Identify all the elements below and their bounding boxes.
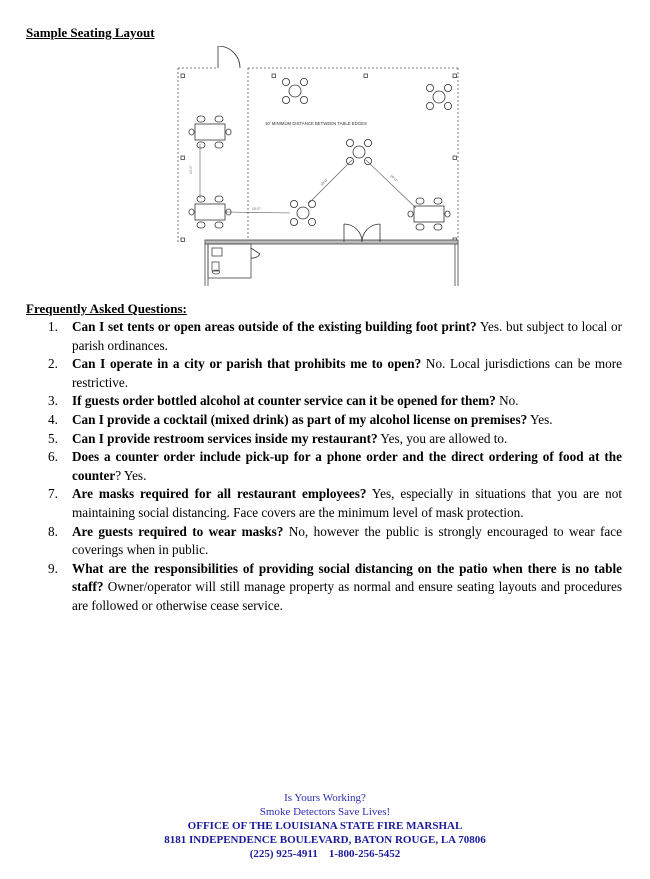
faq-item: 1. Can I set tents or open areas outside of the existing building foot print? Yes. but subject to local or parish ordinances.: [48, 319, 622, 353]
faq-item: 8. Are guests required to wear masks? No, however the public is strongly encouraged to wear face coverings when in public.: [48, 523, 622, 558]
dim-label-vertical: 10'-0": [189, 165, 193, 174]
restroom-fixtures: [212, 248, 222, 274]
dim-label-right-diagonal: 10'-0": [389, 173, 399, 183]
footer-tagline: Is Yours Working?: [284, 792, 366, 804]
dim-label-horizontal: 10'-0": [252, 207, 261, 211]
door-icon: [218, 46, 240, 68]
footer-office: OFFICE OF THE LOUISIANA STATE FIRE MARSHAL: [187, 820, 463, 832]
footer-slogan: Smoke Detectors Save Lives!: [259, 806, 391, 818]
faq-heading: Frequently Asked Questions:: [26, 301, 187, 316]
faq-item: 6. Does a counter order include pick-up for a phone order and the direct ordering of food at the counter? Yes.: [48, 449, 622, 483]
faq-item: 5. Can I provide restroom services inside my restaurant? Yes, you are allowed to.: [48, 430, 508, 446]
footer-phone: (225) 925-4911 1-800-256-5452: [249, 848, 401, 860]
faq-item: 2. Can I operate in a city or parish that prohibits me to open? No. Local jurisdictions can be more restrictive.: [48, 356, 622, 390]
rect-table: [189, 196, 231, 228]
dim-label-left-diagonal: 10'-0": [319, 177, 329, 187]
distance-lines: [200, 144, 416, 213]
round-table: [426, 84, 451, 109]
seating-layout-diagram: [172, 46, 464, 286]
round-table: [346, 139, 371, 164]
faq-item: 9. What are the responsibilities of providing social distancing on the patio when there is no table staff? Owner/operator will still manage property as normal and ensure seating layouts and procedures are followed or otherwise cease service.: [48, 560, 622, 613]
rect-table: [408, 198, 450, 230]
rect-table: [189, 116, 231, 148]
faq-list: [26, 318, 622, 616]
footer-address: 8181 INDEPENDENCE BOULEVARD, BATON ROUGE, LA 70806: [164, 834, 486, 846]
building-wall: [205, 240, 458, 286]
double-door-icon: [344, 224, 380, 242]
faq-item: 7. Are masks required for all restaurant employees? Yes, especially in situations that you are not maintaining social distancing. Face covers are the minimum level of mask protection.: [48, 486, 622, 520]
faq-item: 3. If guests order bottled alcohol at counter service can it be opened for them? No.: [48, 393, 519, 409]
page-title: Sample Seating Layout: [26, 25, 155, 40]
footer: [0, 791, 650, 861]
round-table: [282, 78, 307, 103]
round-table: [290, 200, 315, 225]
faq-item: 4. Can I provide a cocktail (mixed drink) as part of my alcohol license on premises? Yes.: [48, 411, 553, 427]
spacing-note: 10' MINIMUM DISTANCE BETWEEN TABLE EDGES: [265, 121, 367, 126]
restroom-door-icon: [251, 248, 260, 258]
